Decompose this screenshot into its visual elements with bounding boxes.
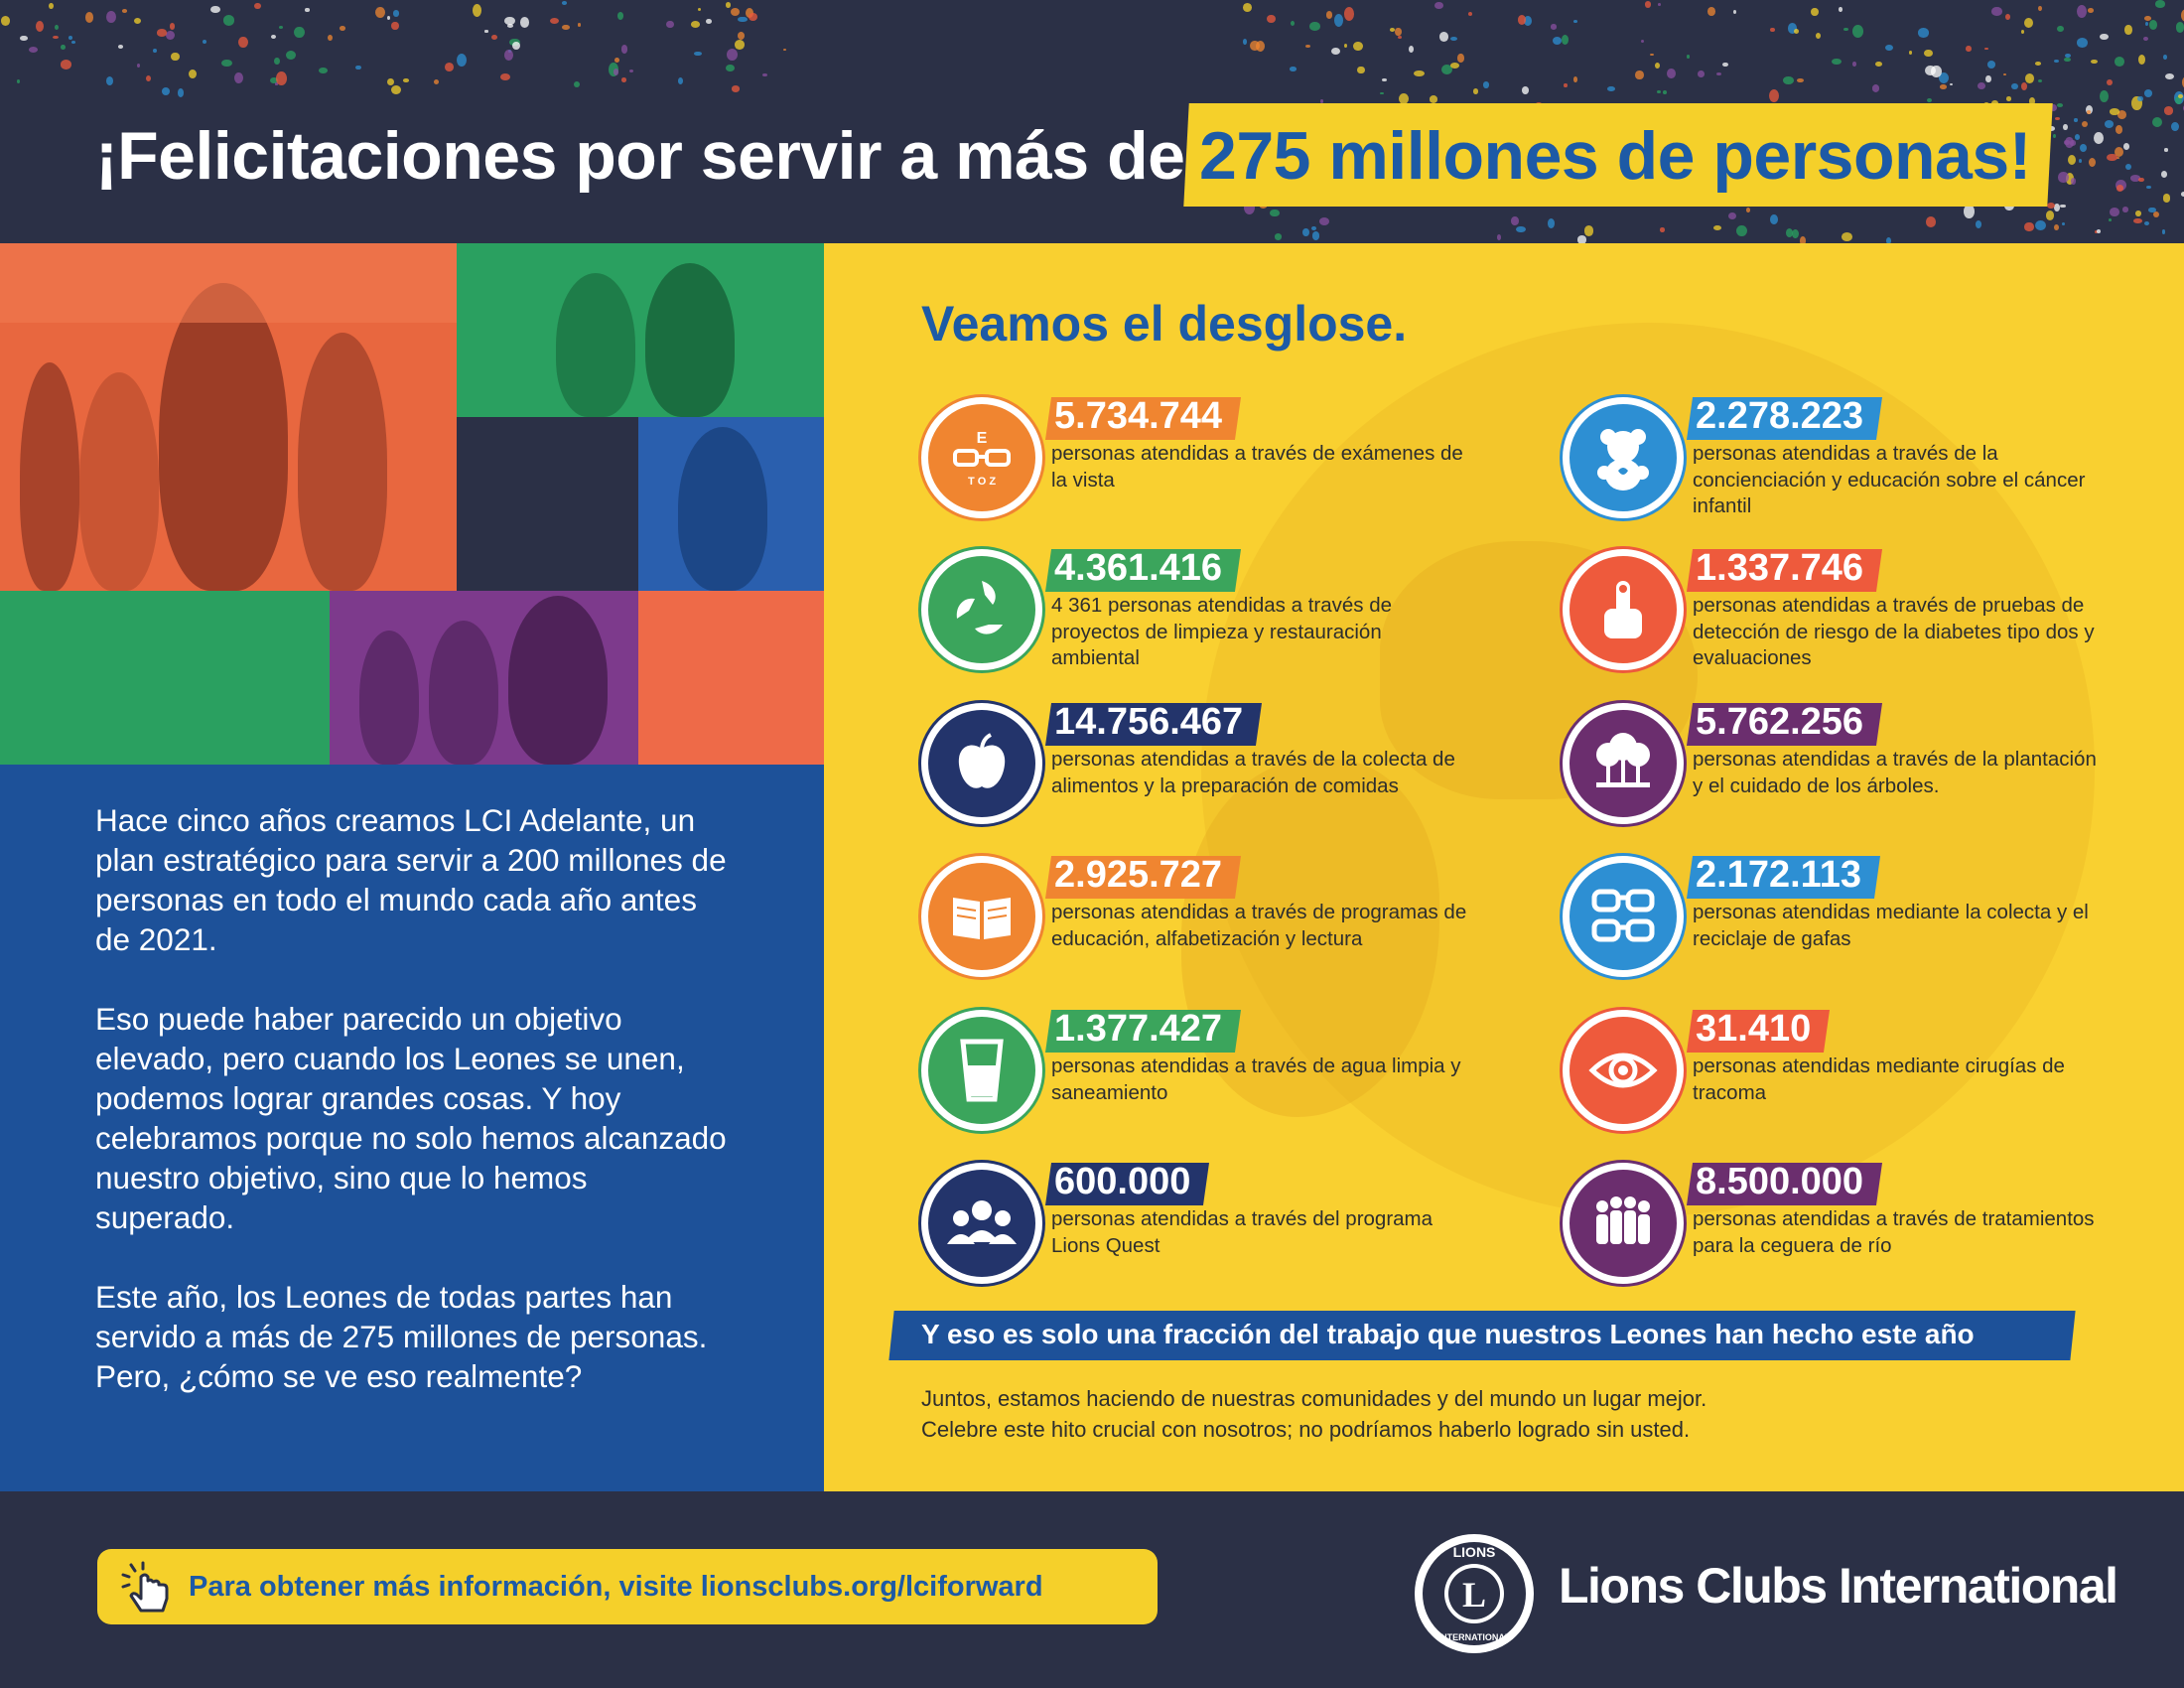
closing-line: Celebre este hito crucial con nosotros; no podríamos haberlo logrado sin usted. xyxy=(921,1417,1691,1442)
stat-description: personas atendidas a través de programas de educación, alfabetización y lectura xyxy=(1051,901,1467,950)
stat-value: 5.762.256 xyxy=(1696,701,1864,743)
crowd-icon xyxy=(1563,1163,1684,1284)
color-block-green xyxy=(0,591,330,765)
stat-item xyxy=(921,1163,1537,1292)
stat-item xyxy=(921,856,1537,985)
svg-text:E: E xyxy=(976,430,988,447)
closing-text xyxy=(921,1383,2063,1445)
stat-description: personas atendidas a través del programa Lions Quest xyxy=(1051,1207,1433,1257)
open-book-icon xyxy=(921,856,1042,977)
photo-children xyxy=(330,591,638,765)
more-info-link[interactable] xyxy=(97,1549,1158,1624)
apple-icon xyxy=(921,703,1042,824)
stat-item xyxy=(1563,1163,2178,1292)
stat-value: 1.337.746 xyxy=(1696,547,1864,589)
stat-value: 1.377.427 xyxy=(1054,1008,1223,1050)
svg-text:L: L xyxy=(1461,1575,1487,1615)
photo-lions-walking xyxy=(0,243,457,591)
stat-description: personas atendidas a través de la concienciación y educación sobre el cáncer infantil xyxy=(1693,442,2086,517)
stat-description: personas atendidas a través de la colecta de alimentos y la preparación de comidas xyxy=(1051,748,1455,797)
page-title: ¡Felicitaciones por servir a más de xyxy=(95,118,1185,194)
breakdown-heading: Veamos el desglose. xyxy=(921,296,1408,352)
color-block-orange xyxy=(638,591,824,765)
stat-item xyxy=(1563,856,2178,985)
header-banner xyxy=(0,0,2184,243)
stat-item xyxy=(1563,1010,2178,1139)
svg-text:LIONS: LIONS xyxy=(1452,1544,1496,1560)
stat-value: 600.000 xyxy=(1054,1161,1191,1202)
org-name-logo: Lions Clubs International xyxy=(1559,1558,2117,1614)
photo-vision-screening xyxy=(457,243,824,417)
stat-value: 2.925.727 xyxy=(1054,854,1223,896)
photo-dark-block xyxy=(457,417,638,591)
stat-description: personas atendidas a través de agua limpia y saneamiento xyxy=(1051,1055,1461,1104)
teddy-bear-icon xyxy=(1563,397,1684,518)
svg-text:INTERNATIONAL: INTERNATIONAL xyxy=(1437,1632,1511,1642)
stat-description: personas atendidas mediante cirugías de tracoma xyxy=(1693,1055,2065,1104)
stat-description: personas atendidas a través de exámenes de la vista xyxy=(1051,442,1463,492)
water-glass-icon xyxy=(921,1010,1042,1131)
intro-paragraph: Eso puede haber parecido un objetivo elevado, pero cuando los Leones se unen, podemos lograr grandes cosas. Y hoy celebramos porque no solo hemos alcanzado nuestro objetivo, sino que lo hemos superado. xyxy=(95,1001,727,1235)
stat-item xyxy=(1563,549,2178,678)
stat-item xyxy=(921,549,1537,678)
lions-emblem-logo xyxy=(1410,1529,1539,1658)
intro-paragraph: Hace cinco años creamos LCI Adelante, un plan estratégico para servir a 200 millones de personas en todo el mundo cada año antes de 2021. xyxy=(95,802,727,957)
finger-prick-icon xyxy=(1563,549,1684,670)
stat-description: personas atendidas mediante la colecta y el reciclaje de gafas xyxy=(1693,901,2089,950)
eye-chart-icon xyxy=(921,397,1042,518)
closing-line: Juntos, estamos haciendo de nuestras comunidades y del mundo un lugar mejor. xyxy=(921,1386,1707,1411)
eye-icon xyxy=(1563,1010,1684,1131)
stat-value: 14.756.467 xyxy=(1054,701,1244,743)
pointer-hand-icon xyxy=(117,1559,179,1618)
stat-item xyxy=(921,1010,1537,1139)
photo-volunteer-smiling xyxy=(638,417,824,591)
stat-item xyxy=(921,703,1537,832)
page-title-highlight: 275 millones de personas! xyxy=(1199,118,2031,194)
stat-value: 31.410 xyxy=(1696,1008,1812,1050)
intro-paragraph: Este año, los Leones de todas partes han servido a más de 275 millones de personas. Pero, ¿cómo se ve eso realmente? xyxy=(95,1279,708,1394)
stat-value: 2.172.113 xyxy=(1696,854,1861,896)
stat-description: personas atendidas a través de la plantación y el cuidado de los árboles. xyxy=(1693,748,2097,797)
stat-item xyxy=(1563,703,2178,832)
photo-collage xyxy=(0,243,824,765)
stat-value: 8.500.000 xyxy=(1696,1161,1864,1202)
stat-item xyxy=(1563,397,2178,526)
stat-description: personas atendidas a través de tratamientos para la ceguera de río xyxy=(1693,1207,2095,1257)
breakdown-panel xyxy=(824,243,2184,1491)
stat-value: 2.278.223 xyxy=(1696,395,1864,437)
group-people-icon xyxy=(921,1163,1042,1284)
recycle-leaves-icon xyxy=(921,549,1042,670)
footer xyxy=(0,1491,2184,1688)
stat-value: 5.734.744 xyxy=(1054,395,1223,437)
stat-description: personas atendidas a través de pruebas de detección de riesgo de la diabetes tipo dos y evaluaciones xyxy=(1693,594,2095,669)
stat-description: 4 361 personas atendidas a través de proyectos de limpieza y restauración ambiental xyxy=(1051,594,1393,669)
stat-value: 4.361.416 xyxy=(1054,547,1223,589)
svg-text:T O Z: T O Z xyxy=(967,476,997,488)
eyeglasses-icon xyxy=(1563,856,1684,977)
more-info-text: Para obtener más información, visite lionsclubs.org/lciforward xyxy=(189,1571,1043,1603)
banner-text: Y eso es solo una fracción del trabajo que nuestros Leones han hecho este año xyxy=(921,1319,1975,1349)
intro-text-block xyxy=(0,765,824,1491)
stat-item xyxy=(921,397,1537,526)
trees-icon xyxy=(1563,703,1684,824)
